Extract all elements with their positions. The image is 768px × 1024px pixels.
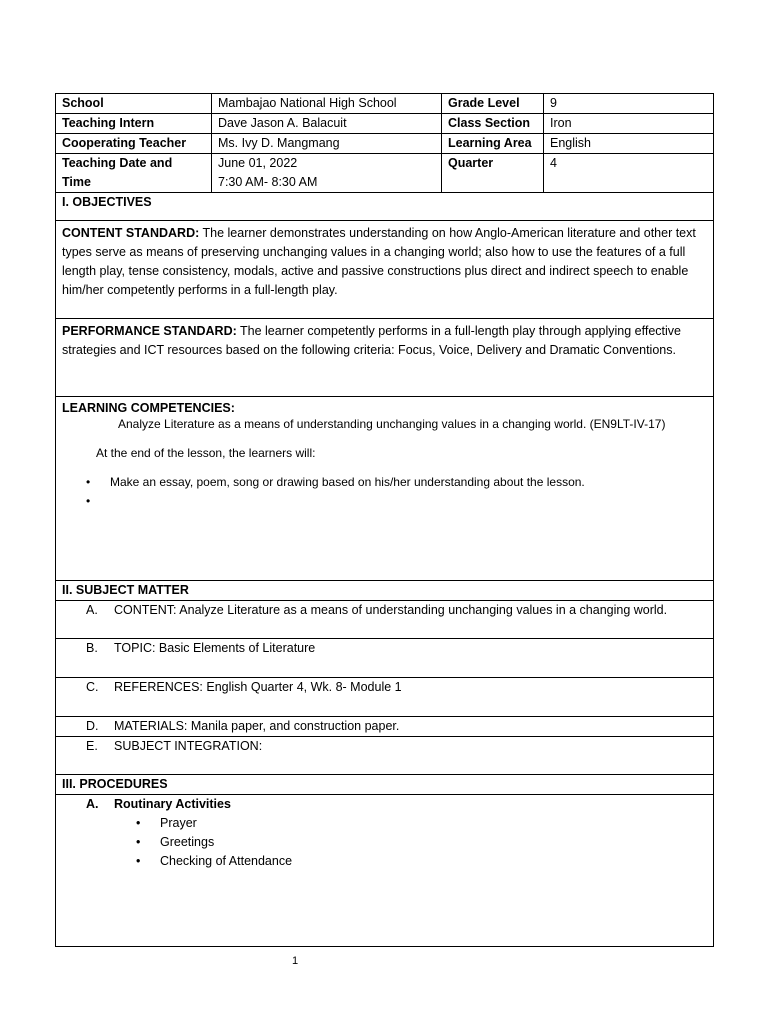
lesson-plan — [55, 93, 713, 947]
objective-bullet-2 — [62, 492, 707, 511]
activity-text: Checking of Attendance — [160, 854, 293, 868]
teaching-intern-value: Dave Jason A. Balacuit — [212, 114, 442, 134]
learning-competencies-label: LEARNING COMPETENCIES: — [62, 401, 235, 415]
end-of-lesson-text: At the end of the lesson, the learners will: — [96, 446, 316, 460]
subject-item — [56, 678, 714, 717]
subject-matter-heading: II. SUBJECT MATTER — [56, 581, 714, 601]
teaching-intern-label: Teaching Intern — [56, 114, 212, 134]
activity-text: Prayer — [160, 816, 197, 830]
row-date — [56, 154, 714, 193]
item-letter: C. — [86, 680, 99, 694]
item-letter: A. — [86, 797, 99, 811]
content-standard — [56, 221, 714, 319]
row-subject-item-b — [56, 639, 714, 678]
learning-area-label: Learning Area — [442, 134, 544, 154]
subject-references-text: REFERENCES: English Quarter 4, Wk. 8- Module 1 — [114, 680, 402, 694]
page-number: 1 — [292, 955, 299, 967]
performance-standard — [56, 319, 714, 397]
routinary-label: Routinary Activities — [114, 797, 231, 811]
row-routinary — [56, 795, 714, 947]
row-learning-competencies — [56, 397, 714, 581]
item-letter: E. — [86, 739, 98, 753]
row-objectives-heading — [56, 193, 714, 221]
row-procedures-heading — [56, 775, 714, 795]
performance-standard-label: PERFORMANCE STANDARD: — [62, 324, 237, 338]
cooperating-teacher-value: Ms. Ivy D. Mangmang — [212, 134, 442, 154]
performance-standard-text: The learner competently performs in a full-length play through applying effective strategies and ICT resources based on the following criteria: Focus, Voice, Delivery and Dramatic Conventions. — [62, 324, 682, 357]
procedures-heading: III. PROCEDURES — [56, 775, 714, 795]
row-subject-item-a — [56, 601, 714, 639]
content-standard-text: The learner demonstrates understanding on how Anglo-American literature and other text types serve as means of preserving unchanging values in a changing world; also how to use the features of a full length play, tense consistency, modals, active and passive constructions plus direct and indirect speech to enable him/her competently performs in a full-length play. — [62, 226, 696, 297]
teaching-date-label — [56, 154, 212, 193]
school-label: School — [56, 94, 212, 114]
row-subject-matter-heading — [56, 581, 714, 601]
teaching-date-label-line1: Teaching Date and — [62, 156, 173, 170]
activity-item — [62, 814, 707, 833]
subject-item — [56, 601, 714, 639]
teaching-date-label-line2: Time — [62, 175, 91, 189]
subject-item — [56, 639, 714, 678]
objective-bullet-text: Make an essay, poem, song or drawing based on his/her understanding about the lesson. — [110, 475, 585, 489]
subject-item — [56, 737, 714, 775]
objective-bullet-1 — [62, 473, 707, 492]
activity-item — [62, 852, 707, 871]
activity-text: Greetings — [160, 835, 215, 849]
quarter-label: Quarter — [442, 154, 544, 193]
subject-materials-text: MATERIALS: Manila paper, and construction paper. — [114, 719, 400, 733]
bullet-glyph: • — [136, 816, 141, 830]
competency-text: Analyze Literature as a means of understanding unchanging values in a changing world. (EN9LT-IV-17) — [118, 417, 666, 431]
content-standard-label: CONTENT STANDARD: — [62, 226, 200, 240]
bullet-glyph: • — [86, 494, 91, 508]
grade-level-value: 9 — [544, 94, 714, 114]
subject-item — [56, 717, 714, 737]
class-section-label: Class Section — [442, 114, 544, 134]
bullet-glyph: • — [136, 835, 141, 849]
row-subject-item-e — [56, 737, 714, 775]
quarter-value: 4 — [544, 154, 714, 193]
item-letter: D. — [86, 719, 99, 733]
row-school — [56, 94, 714, 114]
learning-area-value: English — [544, 134, 714, 154]
bullet-glyph: • — [86, 475, 91, 489]
row-content-standard — [56, 221, 714, 319]
class-section-value: Iron — [544, 114, 714, 134]
bullet-glyph: • — [136, 854, 141, 868]
time-value: 7:30 AM- 8:30 AM — [218, 175, 318, 189]
routinary-activities — [56, 795, 714, 947]
school-value: Mambajao National High School — [212, 94, 442, 114]
item-letter: A. — [86, 603, 98, 617]
row-intern — [56, 114, 714, 134]
row-cooperating — [56, 134, 714, 154]
subject-integration-text: SUBJECT INTEGRATION: — [114, 739, 263, 753]
row-subject-item-d — [56, 717, 714, 737]
row-subject-item-c — [56, 678, 714, 717]
objectives-heading: I. OBJECTIVES — [56, 193, 714, 221]
activity-item — [62, 833, 707, 852]
date-value: June 01, 2022 — [218, 156, 298, 170]
teaching-date-value — [212, 154, 442, 193]
learning-competencies — [56, 397, 714, 581]
item-letter: B. — [86, 641, 98, 655]
cooperating-teacher-label: Cooperating Teacher — [56, 134, 212, 154]
subject-content-text: CONTENT: Analyze Literature as a means of understanding unchanging values in a changing world. — [114, 603, 668, 617]
grade-level-label: Grade Level — [442, 94, 544, 114]
subject-topic-text: TOPIC: Basic Elements of Literature — [114, 641, 316, 655]
row-performance-standard — [56, 319, 714, 397]
lesson-plan-table — [55, 93, 714, 947]
